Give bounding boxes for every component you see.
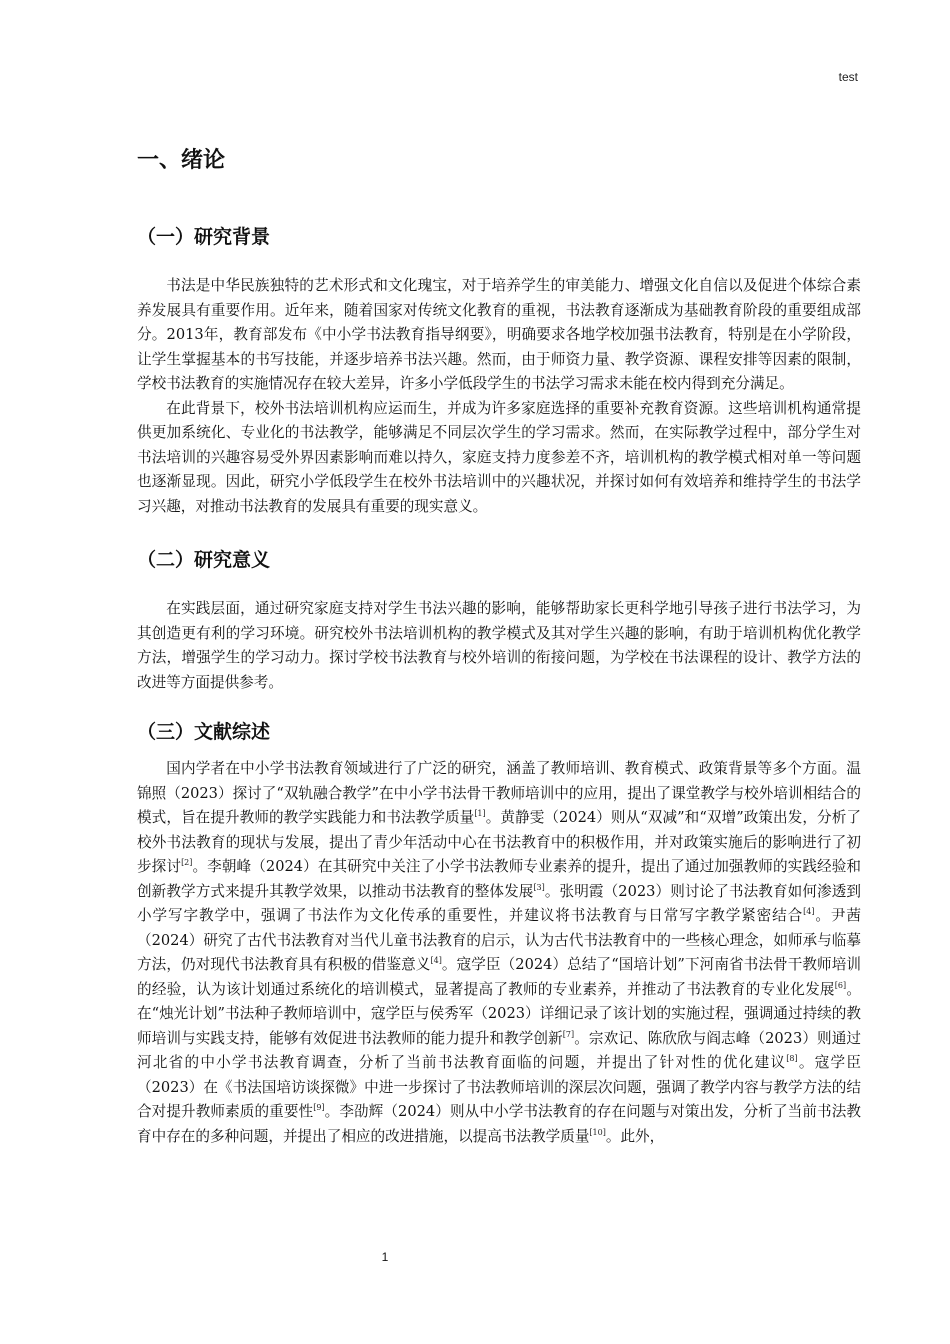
citation: [8] bbox=[786, 1054, 798, 1064]
text-run: 。张明霞（2023）则讨论了书法教育如何渗透到小学写字教学中，强调了书法作为文化传承的重要性，并建议将书法教育与日常写字教学紧密结合 bbox=[137, 882, 861, 924]
text-run: 。宗欢记、陈欣欣与阎志峰（2023）则通过河北省的中小学书法教育调查，分析了当前书法教育面临的问题，并提出了针对性的优化建议 bbox=[137, 1029, 861, 1071]
text-run: 。此外， bbox=[605, 1127, 665, 1145]
citation: [1] bbox=[474, 809, 486, 819]
citation: [10] bbox=[589, 1127, 606, 1137]
paragraph: 在此背景下，校外书法培训机构应运而生，并成为许多家庭选择的重要补充教育资源。这些培训机构通常提供更加系统化、专业化的书法教学，能够满足不同层次学生的学习需求。然而，在实际教学过程中，部分学生对书法培训的兴趣容易受外界因素影响而难以持久，家庭支持力度参差不齐，培训机构的教学模式相对单一等问题也逐渐显现。因此，研究小学低段学生在校外书法培训中的兴趣状况，并探讨如何有效培养和维持学生的书法学习兴趣，对推动书法教育的发展具有重要的现实意义。 bbox=[137, 399, 861, 515]
section-heading-literature-review: （三）文献综述 bbox=[137, 721, 271, 743]
paragraph: 书法是中华民族独特的艺术形式和文化瑰宝，对于培养学生的审美能力、增强文化自信以及促进个体综合素养发展具有重要作用。近年来，随着国家对传统文化教育的重视，书法教育逐渐成为基础教育阶段的重要组成部分。2013年，教育部发布《中小学书法教育指导纲要》，明确要求各地学校加强书法教育，特别是在小学阶段，让学生掌握基本的书写技能，并逐步培养书法兴趣。然而，由于师资力量、教学资源、课程安排等因素的限制，学校书法教育的实施情况存在较大差异，许多小学低段学生的书法学习需求未能在校内得到充分满足。 bbox=[137, 277, 861, 392]
citation: [4] bbox=[430, 956, 442, 966]
citation: [4] bbox=[803, 907, 815, 917]
citation: [7] bbox=[562, 1029, 575, 1039]
chapter-title: 一、绪论 bbox=[137, 147, 226, 173]
text-run: 。黄静雯（2024）则从“双减”和“双增”政策出发，分析了校外书法教育的现状与发展，提出了青少年活动中心在书法教育中的积极作用，并对政策实施后的影响进行了初步探讨 bbox=[137, 809, 861, 875]
header-mark: test bbox=[838, 70, 858, 84]
citation: [2] bbox=[181, 858, 193, 868]
text-run: 。李朝峰（2024）在其研究中关注了小学书法教师专业素养的提升，提出了通过加强教师的实践经验和创新教学方式来提升其教学效果，以推动书法教育的整体发展 bbox=[137, 858, 861, 900]
text-run: 国内学者在中小学书法教育领域进行了广泛的研究，涵盖了教师培训、教育模式、政策背景等多个方面。温锦照（2023）探讨了“双轨融合教学”在中小学书法骨干教师培训中的应用，提出了课堂教学与校外培训相结合的模式，旨在提升教师的教学实践能力和书法教学质量 bbox=[137, 760, 861, 826]
paragraph: 在实践层面，通过研究家庭支持对学生书法兴趣的影响，能够帮助家长更科学地引导孩子进行书法学习，为其创造更有利的学习环境。研究校外书法培训机构的教学模式及其对学生兴趣的影响，有助于培训机构优化教学方法，增强学生的学习动力。探讨学校书法教育与校外培训的衔接问题，为学校在书法课程的设计、教学方法的改进等方面提供参考。 bbox=[137, 600, 861, 691]
citation: [9] bbox=[313, 1103, 325, 1113]
section-heading-significance: （二）研究意义 bbox=[137, 549, 271, 571]
citation: [6] bbox=[834, 980, 847, 990]
citation: [3] bbox=[533, 882, 545, 892]
document-body bbox=[137, 138, 861, 1149]
text-run: 。寇学臣（2024）总结了“国培计划”下河南省书法骨干教师培训的经验，认为该计划通过系统化的培训模式，显著提高了教师的专业素养，并推动了书法教育的专业化发展 bbox=[137, 956, 861, 998]
text-run: 。李劭辉（2024）则从中小学书法教育的存在问题与对策出发，分析了当前书法教育中存在的多种问题，并提出了相应的改进措施，以提高书法教学质量 bbox=[137, 1103, 861, 1145]
section-heading-background: （一）研究背景 bbox=[137, 226, 271, 248]
literature-paragraph bbox=[137, 757, 861, 1149]
text-run: 。在“烛光计划”书法种子教师培训中，寇学臣与侯秀军（2023）详细记录了该计划的实施过程，强调通过持续的教师培训与实践支持，能够有效促进书法教师的能力提升和教学创新 bbox=[137, 980, 861, 1047]
text-run: 。尹茜（2024）研究了古代书法教育对当代儿童书法教育的启示，认为古代书法教育中的一些核心理念，如师承与临摹方法，仍对现代书法教育具有积极的借鉴意义 bbox=[137, 907, 861, 973]
text-run: 。寇学臣（2023）在《书法国培访谈探微》中进一步探讨了书法教师培训的深层次问题，强调了教学内容与教学方法的结合对提升教师素质的重要性 bbox=[137, 1054, 861, 1120]
page-number: 1 bbox=[381, 1250, 389, 1264]
